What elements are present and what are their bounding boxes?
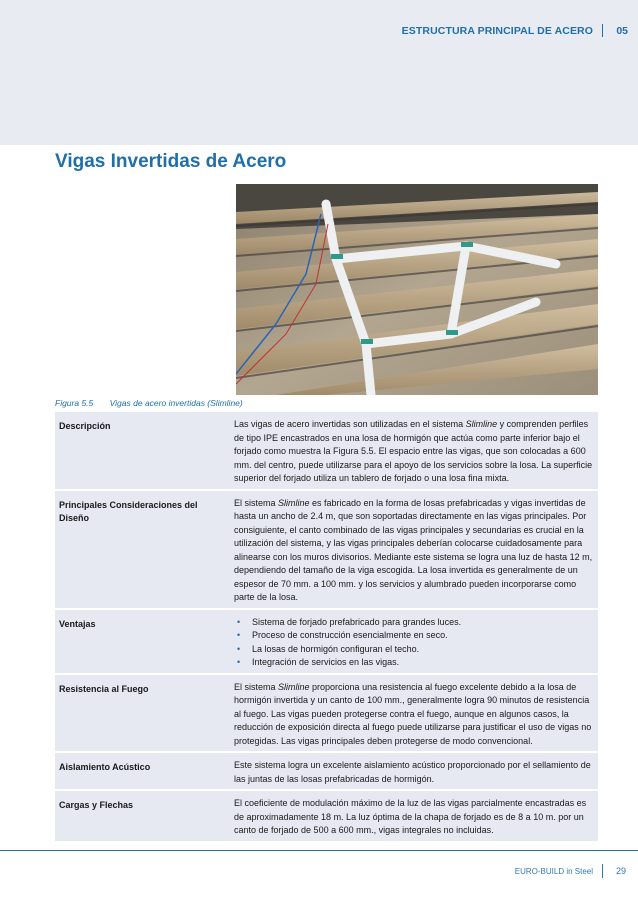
header-divider: [602, 24, 603, 37]
row-label: Descripción: [59, 421, 111, 431]
advantages-list: [234, 616, 594, 670]
bullet-icon: •: [237, 616, 241, 627]
table-row-fuego: [55, 675, 598, 754]
table-row-acustico: [55, 753, 598, 791]
row-label: Aislamiento Acústico: [59, 762, 151, 772]
header-title: ESTRUCTURA PRINCIPAL DE ACERO: [401, 25, 593, 37]
figure-caption-text: Vigas de acero invertidas (Slimline): [109, 398, 243, 408]
publication-name: EURO-BUILD in Steel: [514, 867, 593, 876]
bullet-icon: •: [237, 643, 241, 654]
figure-number: Figura 5.5: [55, 398, 94, 408]
table-row-cargas: [55, 791, 598, 843]
list-item: • Proceso de construcción esencialmente en seco.: [234, 629, 594, 643]
row-text: El sistema Slimline es fabricado en la forma de losas prefabricadas y vigas invertidas de hasta un ancho de 2.4 m, que son soportadas directamente en las vigas principales. Por consiguiente, el canto combinado de las vigas principales y secundarias es crucial en la utilización del sistema, y las vigas principales deberían colocarse cuidadosamente para alinearse con los muros divisorios. Mediante este sistema se logra una luz de hasta 12 m, dependiendo del tamaño de la viga escogida. La losa invertida es generalmente de un espesor de 70 mm. a 100 mm. y los servicios y alumbrado pueden incorporarse como parte de la losa.: [234, 497, 593, 602]
bullet-icon: •: [237, 657, 241, 667]
table-row-consideraciones: [55, 491, 598, 610]
row-text: Las vigas de acero invertidas son utilizadas en el sistema Slimline y comprenden perfiles de tipo IPE encastrados en una losa de hormigón que actúa como parte inferior bajo el forjado como muestra la Figura 5.5. El espacio entre las vigas, que son colocadas a 600 mm. del centro, puede utilizarse para el apoyo de los servicios sobre la losa. La superficie superior del forjado utiliza un tablero de forjado o una losa fina mixta.: [234, 419, 593, 483]
row-text: El coeficiente de modulación máximo de la luz de las vigas parcialmente encastradas es de aproximadamente 18 m. La luz óptima de la chapa de forjado es de 8 a 10 m. por un canto de forjado de 500 a 600 mm., vigas integrales no incluidas.: [234, 798, 587, 835]
page-number: 29: [615, 866, 626, 876]
row-text: El sistema Slimline proporciona una resistencia al fuego excelente debido a la losa de hormigón invertida y un canto de 100 mm., generalmente logra 90 minutos de resistencia al fuego. Las vigas pueden protegerse contra el fuego, aunque en algunos casos, la reducción de exposición directa al fuego puede utilizarse para justificar el uso de vigas no protegidas. Las vigas principales deben protegerse de modo convencional.: [234, 681, 592, 746]
row-label: Cargas y Flechas: [59, 800, 134, 810]
bullet-icon: •: [237, 630, 241, 640]
footer-divider: [602, 864, 603, 878]
row-label: Ventajas: [59, 618, 96, 629]
row-text: Este sistema logra un excelente aislamiento acústico proporcionado por el sellamiento de las juntas de las losas prefabricadas de hormigón.: [234, 760, 591, 784]
list-item: • La losas de hormigón configuran el techo.: [234, 643, 594, 657]
section-title: Vigas Invertidas de Acero: [55, 151, 287, 172]
list-item: • Integración de servicios en las vigas.: [234, 656, 594, 670]
header-band: [0, 0, 638, 145]
footer-rule: [0, 850, 638, 851]
table-row-ventajas: [55, 610, 598, 675]
steel-beams-photo: [236, 184, 598, 395]
row-label: Resistencia al Fuego: [59, 683, 149, 694]
figure-caption: [55, 398, 243, 408]
row-bullets: [232, 610, 598, 673]
info-table: [55, 412, 598, 843]
table-row-descripcion: [55, 412, 598, 491]
list-item: • Sistema de forjado prefabricado para grandes luces.: [234, 616, 594, 630]
figure-photo: [236, 184, 598, 395]
row-label: Principales Consideraciones del Diseño: [59, 499, 198, 523]
chapter-number: 05: [616, 25, 628, 37]
